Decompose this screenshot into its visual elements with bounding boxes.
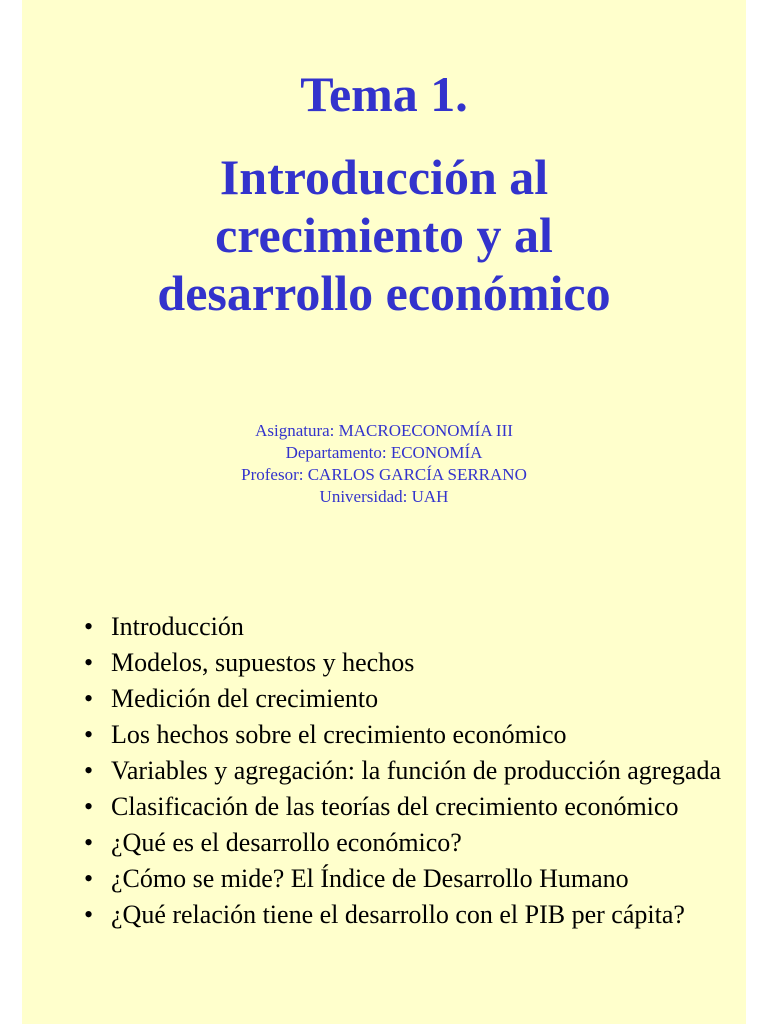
- topic-text: Los hechos sobre el crecimiento económico: [111, 720, 567, 749]
- course-department: Departamento: ECONOMÍA: [285, 443, 483, 462]
- topic-text: Modelos, supuestos y hechos: [111, 648, 415, 677]
- subtitle-line: Introducción al: [219, 149, 549, 205]
- bullet-icon: •: [84, 612, 94, 641]
- slide: [22, 0, 746, 1024]
- bullet-icon: •: [84, 900, 94, 929]
- list-item: [84, 720, 724, 749]
- topics-list: [84, 612, 724, 936]
- course-subject: Asignatura: MACROECONOMÍA III: [255, 421, 513, 440]
- topic-text: Medición del crecimiento: [111, 684, 379, 713]
- topic-text: Clasificación de las teorías del crecimiento económico: [111, 792, 679, 821]
- list-item: [84, 792, 724, 821]
- list-item: [84, 684, 724, 713]
- bullet-icon: •: [84, 684, 94, 713]
- slide-subtitle: [22, 148, 746, 322]
- course-professor: Profesor: CARLOS GARCÍA SERRANO: [241, 465, 527, 484]
- topic-text: Variables y agregación: la función de producción agregada: [111, 756, 722, 785]
- subtitle-line: crecimiento y al: [215, 207, 553, 263]
- course-university: Universidad: UAH: [319, 487, 449, 506]
- list-item: [84, 648, 724, 677]
- list-item: [84, 828, 724, 857]
- bullet-icon: •: [84, 648, 94, 677]
- slide-title: Tema 1.: [300, 66, 468, 122]
- list-item: [84, 864, 724, 893]
- topic-text: ¿Cómo se mide? El Índice de Desarrollo Humano: [111, 864, 629, 893]
- course-info: [22, 420, 746, 508]
- list-item: [84, 612, 724, 641]
- bullet-icon: •: [84, 720, 94, 749]
- subtitle-line: desarrollo económico: [157, 265, 611, 321]
- bullet-icon: •: [84, 828, 94, 857]
- bullet-icon: •: [84, 756, 94, 785]
- list-item: [84, 756, 724, 785]
- topic-text: ¿Qué es el desarrollo económico?: [111, 828, 462, 857]
- bullet-icon: •: [84, 792, 94, 821]
- list-item: [84, 900, 724, 929]
- topic-text: ¿Qué relación tiene el desarrollo con el PIB per cápita?: [111, 900, 685, 929]
- topic-text: Introducción: [111, 612, 244, 641]
- bullet-icon: •: [84, 864, 94, 893]
- title-block: [22, 62, 746, 322]
